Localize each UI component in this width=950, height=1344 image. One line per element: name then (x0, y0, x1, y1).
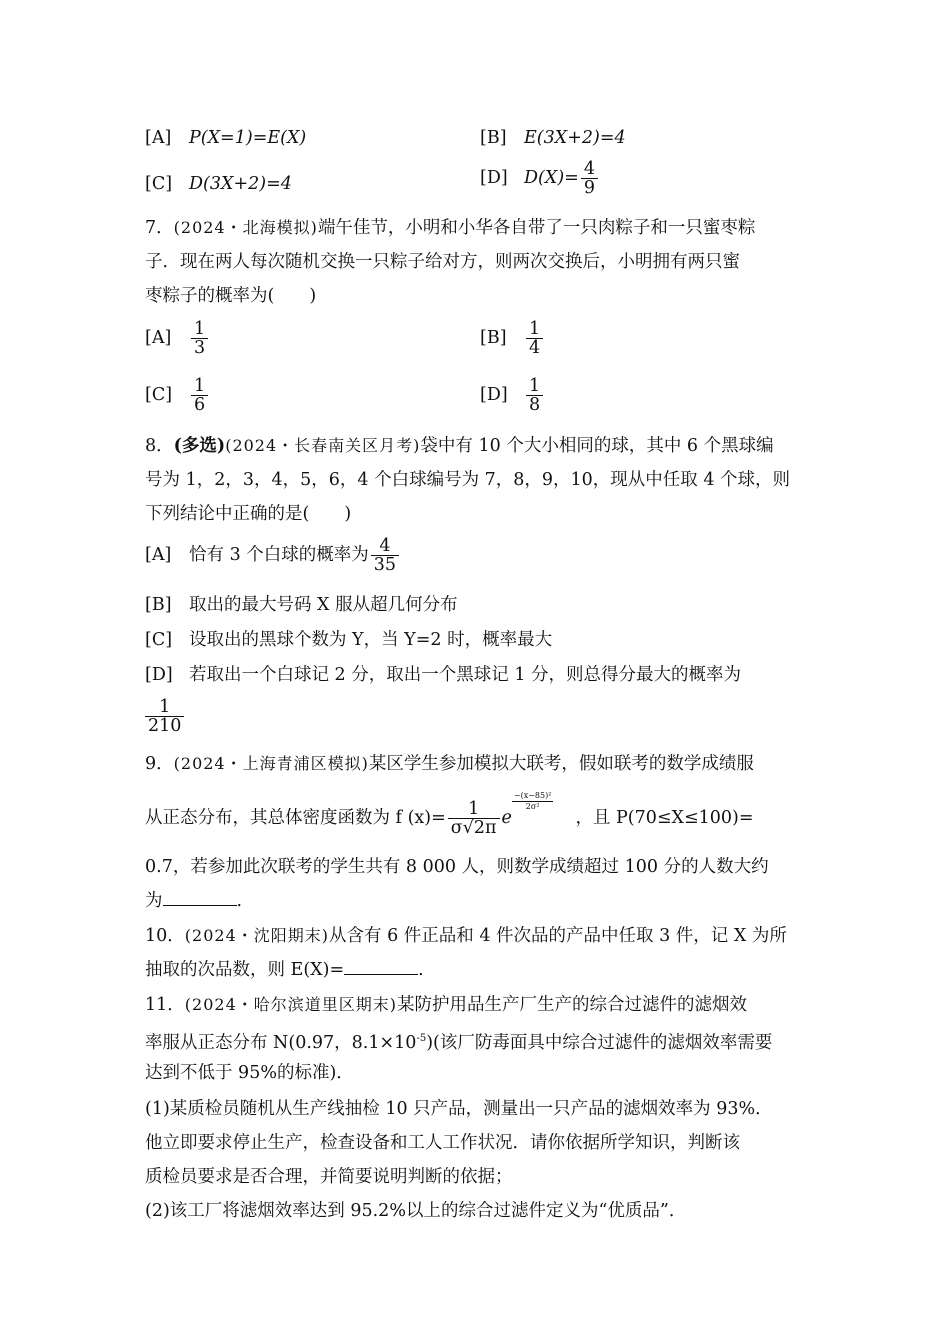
fraction: $\frac{4}{35}$ (371, 537, 399, 574)
q8-option-d (145, 663, 741, 687)
option-text: 取出的最大号码 X 服从超几何分布 (189, 595, 458, 615)
option-label: [A] (145, 328, 172, 348)
q6-option-b (480, 126, 626, 150)
exponential-e: e (501, 808, 512, 828)
q8-option-c (145, 628, 552, 652)
question-text: 为 (145, 891, 163, 911)
density-fraction: $\frac{1}{\sigma√2\pi}$ (448, 800, 500, 837)
question-text: 从正态分布，其总体密度函数为 f (x)= (145, 808, 446, 828)
q7-line-3: 枣粽子的概率为( ) (145, 286, 317, 306)
q10-line-1 (145, 924, 815, 948)
multi-select-tag: (多选) (173, 436, 226, 456)
question-text: 从含有 6 件正品和 4 件次品的产品中任取 3 件，记 X 为所 (329, 926, 787, 946)
option-label: [C] (145, 630, 173, 650)
fraction: $\frac{1}{8}$ (526, 377, 543, 414)
question-text: 某防护用品生产厂生产的综合过滤件的滤烟效 (397, 995, 747, 1015)
option-label: [C] (145, 385, 173, 405)
q6-option-a: [A] P(X=1)=E(X) (145, 128, 307, 148)
fraction: $\frac{1}{210}$ (145, 698, 184, 735)
q8-option-b (145, 593, 458, 617)
q11-part2-line-1: (2)该工厂将滤烟效率达到 95.2%以上的综合过滤件定义为“优质品”． (145, 1201, 687, 1221)
option-label: [B] (480, 128, 507, 148)
q7-line-2: 子．现在两人每次随机交换一只粽子给对方，则两次交换后，小明拥有两只蜜 (145, 252, 740, 272)
exponent-fraction: $\frac{\text{−(x−85)²}}{\text{2σ²}}$ (513, 791, 552, 811)
q8-line-2: 号为 1，2，3，4，5，6，4 个白球编号为 7，8，9，10，现从中任取 4 个球，则 (145, 470, 791, 490)
question-source: (2024・长春南关区月考) (225, 436, 421, 455)
q11-part1-line-3: 质检员要求是否合理，并简要说明判断的依据； (145, 1167, 513, 1187)
q11-part1-line-2: 他立即要求停止生产，检查设备和工人工作状况．请你依据所学知识，判断该 (145, 1133, 740, 1153)
question-source: (2024・哈尔滨道里区期末) (184, 995, 397, 1014)
q7-option-c (145, 377, 210, 414)
option-label: [D] (145, 665, 173, 685)
option-label: [B] (145, 595, 172, 615)
question-number: 8． (145, 436, 174, 456)
question-number: 11． (145, 995, 185, 1015)
q9-line-3: 0.7，若参加此次联考的学生共有 8 000 人，则数学成绩超过 100 分的人数大约 (145, 857, 769, 877)
q9-line-4 (145, 889, 815, 913)
question-number: 10． (145, 926, 185, 946)
q8-line-1 (145, 434, 815, 458)
q8-line-3: 下列结论中正确的是( ) (145, 504, 352, 524)
option-label: [D] (480, 168, 508, 188)
option-label: [C] (145, 174, 173, 194)
fraction: $\frac{1}{4}$ (526, 320, 543, 357)
fraction: $\frac{4}{9}$ (581, 160, 598, 197)
option-label: [B] (480, 328, 507, 348)
q10-line-2 (145, 958, 815, 982)
superscript: -5 (416, 1033, 427, 1044)
q11-line-2 (145, 1027, 815, 1055)
q11-line-1 (145, 993, 815, 1017)
option-d-lhs: D(X)= (524, 168, 579, 188)
q7-option-d (480, 377, 545, 414)
q6-option-c (145, 172, 292, 196)
question-source: (2024・上海青浦区模拟) (173, 754, 369, 773)
question-number: 9． (145, 754, 174, 774)
q7-option-a (145, 320, 210, 357)
option-label: [A] (145, 128, 172, 148)
q8-option-a (145, 537, 401, 574)
option-label: [D] (480, 385, 508, 405)
question-text: 某区学生参加模拟大联考，假如联考的数学成绩服 (368, 754, 754, 774)
q11-line-3: 达到不低于 95%的标准)． (145, 1063, 354, 1083)
option-a-lhs: P(X=1) (189, 128, 253, 148)
q9-line-1 (145, 752, 815, 776)
question-text: )(该厂防毒面具中综合过滤件的滤烟效率需要 (426, 1032, 773, 1053)
option-label: [A] (145, 545, 172, 565)
question-number: 7． (145, 218, 174, 238)
option-a-rhs: E(X) (267, 128, 307, 148)
question-source: (2024・沈阳期末) (184, 926, 329, 945)
option-c-text: D(3X+2)=4 (189, 174, 292, 194)
q8-option-d-fraction (143, 698, 186, 735)
q9-line-2 (145, 791, 815, 838)
option-text: 设取出的黑球个数为 Y，当 Y=2 时，概率最大 (189, 630, 553, 650)
answer-blank[interactable] (163, 889, 237, 906)
question-text: 抽取的次品数，则 E(X)= (145, 960, 345, 980)
option-text: 恰有 3 个白球的概率为 (189, 545, 369, 565)
fraction: $\frac{1}{3}$ (191, 320, 208, 357)
question-source: (2024・北海模拟) (173, 218, 318, 237)
question-text: . (236, 891, 243, 911)
question-text: ，且 P(70≤X≤100)= (575, 808, 754, 828)
answer-blank[interactable] (344, 958, 418, 975)
question-text: 端午佳节，小明和小华各自带了一只肉粽子和一只蜜枣粽 (317, 218, 756, 238)
option-text: 若取出一个白球记 2 分，取出一个黑球记 1 分，则总得分最大的概率为 (189, 665, 742, 685)
question-text: 率服从正态分布 N(0.97，8.1×10 (145, 1032, 417, 1053)
q6-option-d (480, 160, 600, 197)
question-text: . (418, 960, 424, 980)
q7-line-1 (145, 216, 815, 240)
q11-part1-line-1: (1)某质检员随机从生产线抽检 10 只产品，测量出一只产品的滤烟效率为 93%． (145, 1099, 773, 1119)
fraction: $\frac{1}{6}$ (191, 377, 208, 414)
question-text: 袋中有 10 个大小相同的球，其中 6 个黑球编 (420, 436, 774, 456)
q7-option-b (480, 320, 545, 357)
option-b-text: E(3X+2)=4 (524, 128, 626, 148)
